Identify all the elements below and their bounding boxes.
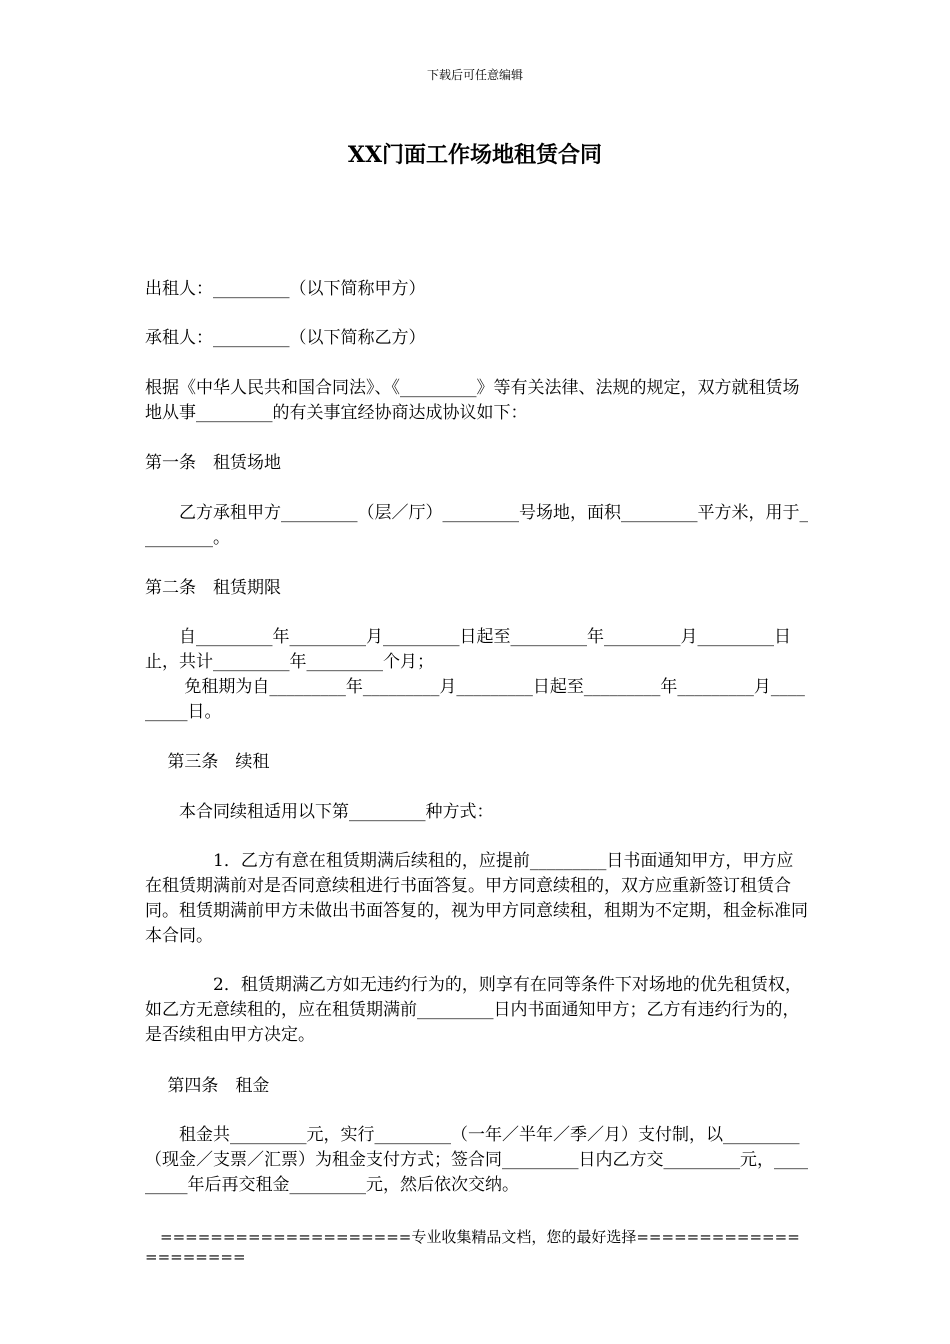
renewal-option-1: 1．乙方有意在租赁期满后续租的，应提前_________日书面通知甲方，甲方应在租赁期满前对是否同意续租进行书面答复。甲方同意续租的，双方应重新签订租赁合同。租赁期满前甲方未做出书面答复的，视为甲方同意续租，租期为不定期，租金标准同本合同。	[145, 851, 808, 946]
header-note: 下载后可任意编辑	[426, 68, 523, 82]
rent-free-period-paragraph: 免租期为自_________年_________月_________日起至_________年_________月_________日。	[145, 677, 805, 722]
renewal-option-2: 2．租赁期满乙方如无违约行为的，则享有在同等条件下对场地的优先租赁权，如乙方无意续租的，应在租赁期满前_________日内书面通知甲方；乙方有违约行为的，是否续租由甲方决定。	[145, 975, 802, 1045]
preamble-paragraph: 根据《中华人民共和国合同法》、《_________》等有关法律、法规的规定，双方就租赁场地从事_________的有关事宜经协商达成协议如下：	[145, 378, 800, 423]
renewal-method-line: 本合同续租适用以下第_________种方式：	[145, 802, 494, 822]
rent-paragraph: 租金共_________元，实行_________（一年／半年／季／月）支付制，以_________（现金／支票／汇票）为租金支付方式；签合同_________日内乙方交_________元，_________年后再交租金_________元，然后依次交纳。	[145, 1125, 808, 1195]
article-2-heading: 第二条 租赁期限	[145, 578, 281, 598]
lessee-line: 承租人：_________（以下简称乙方）	[145, 328, 426, 348]
page-title: XX门面工作场地租赁合同	[347, 142, 603, 168]
article-1-heading: 第一条 租赁场地	[145, 453, 281, 473]
article-3-heading: 第三条 续租	[145, 752, 270, 772]
lease-term-paragraph: 自_________年_________月_________日起至_________年_________月_________日止，共计_________年_________个月；	[145, 627, 791, 672]
article-4-heading: 第四条 租金	[145, 1076, 270, 1096]
lessor-line: 出租人：_________（以下简称甲方）	[145, 279, 426, 299]
footer-banner: ====================专业收集精品文档，您的最好选择=====================	[145, 1228, 800, 1266]
article-1-body: 乙方承租甲方_________（层／厅）_________号场地，面积_________平方米，用于_________。	[145, 503, 808, 548]
